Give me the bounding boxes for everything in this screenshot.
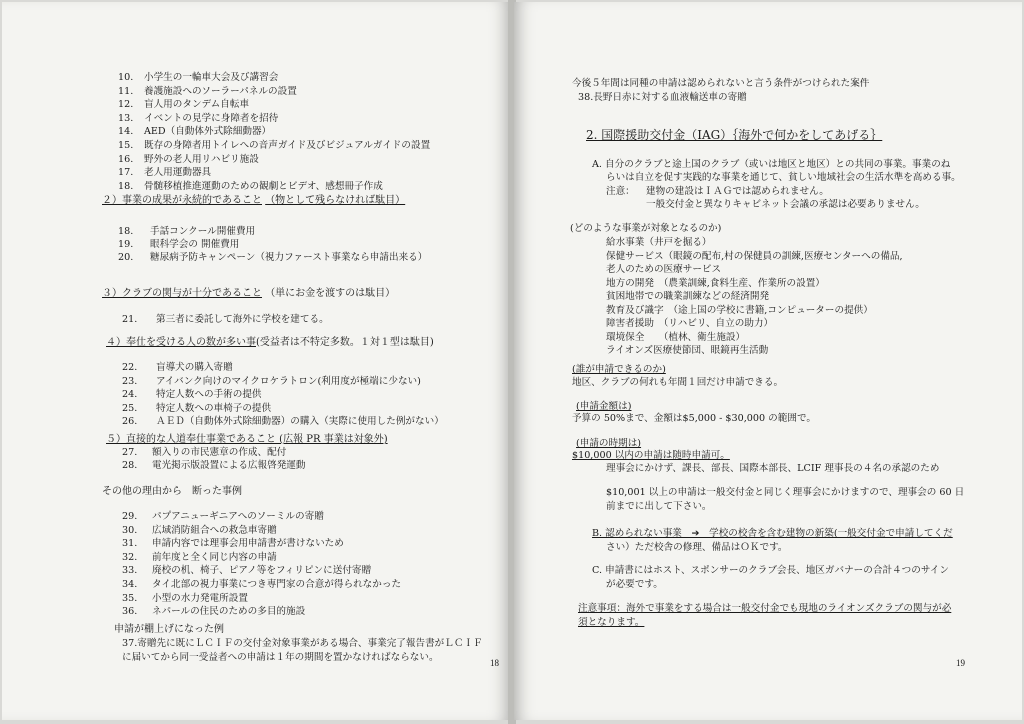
list-item-text: 老人用運動器具	[144, 167, 212, 179]
list-item-number: 24.	[122, 389, 138, 401]
page-number-right: 19	[956, 658, 965, 668]
list-item-number: 21.	[122, 314, 138, 325]
eligible-item: ライオンズ医療使節団、眼鏡再生活動	[606, 345, 769, 356]
list-item-number: 19.	[118, 239, 134, 250]
list-item-text: 糖尿病予防キャンペーン（視力ファースト事業なら申請出来る）	[150, 252, 428, 263]
eligible-item: 給水事業（井戸を掘る）	[606, 237, 712, 248]
list-item-text: AED（自動体外式除細動器）	[144, 126, 272, 138]
list-item-text: 野外の老人用リハビリ施設	[144, 153, 259, 165]
page-number-left: 18	[490, 658, 499, 668]
list-item-number: 16.	[118, 153, 134, 165]
list-item-text: 電光掲示版設置による広報啓発運動	[152, 460, 306, 471]
list-item-number: 23.	[122, 375, 138, 387]
list-item-text: アイバンク向けのマイクロケラトロン(利用度が極端に少ない)	[156, 375, 421, 387]
eligible-item: 老人のための医療サービス	[606, 264, 722, 275]
list-item-text: 前年度と全く同じ内容の申請	[152, 551, 277, 563]
shelved-text-line1: 37.寄贈先に既にＬＣＩＦの交付金対象事業がある場合、事業完了報告書がＬＣＩＦ	[122, 638, 483, 649]
item-38: 38.長野日赤に対する血液輸送車の寄贈	[578, 92, 747, 103]
list-item-number: 29.	[122, 511, 138, 522]
para-a-line1: A. 自分のクラブと途上国のクラブ（或いは地区と地区）との共同の事業。事業のね	[592, 159, 951, 170]
eligible-item: 地方の開発 （農業訓練,食料生産、作業所の設置）	[606, 277, 825, 289]
timing-line1: $10,000 以内の申請は随時申請可。	[572, 450, 730, 461]
list-item-text: 養護施設へのソーラーパネルの設置	[144, 85, 297, 97]
list-item-number: 12.	[118, 99, 134, 111]
heading-many-beneficiaries: ４）奉仕を受ける人の数が多い事(受益者は不特定多数。１対１型は駄目)	[106, 337, 434, 348]
list-item-text: タイ北部の視力事業につき専門家の合意が得られなかった	[152, 579, 402, 590]
list-item-text: 申請内容では理事会用申請書が書けないため	[152, 538, 344, 550]
timing-line3: $10,001 以上の申請は一般交付金と同じく理事会にかけますので、理事会の 60 日	[606, 487, 965, 498]
eligible-item: 保健サービス（眼鏡の配布,村の保健員の訓練,医療センターへの備品,	[606, 250, 903, 262]
left-page	[2, 2, 510, 720]
list-item-number: 28.	[122, 460, 138, 471]
list-item-number: 33.	[122, 565, 138, 577]
eligible-item: 障害者援助 （リハビリ、自立の助力）	[606, 318, 774, 329]
list-item-text: 眼科学会の 開催費用	[150, 239, 240, 250]
list-item-number: 27.	[122, 447, 138, 458]
eligible-heading: (どのような事業が対象となるのか)	[570, 223, 722, 234]
list-item-text: 廃校の机、椅子、ピアノ等をフィリピンに送付寄贈	[152, 565, 372, 577]
heading-club-involvement: ３）クラブの関与が十分であること （単にお金を渡すのは駄目）	[102, 288, 396, 299]
list-item-text: 小学生の一輪車大会及び講習会	[144, 72, 279, 83]
who-text: 地区、クラブの何れも年間１回だけ申請できる。	[572, 377, 784, 388]
list-item-text: ネパールの住民のための多目的施設	[152, 606, 306, 618]
amount-text: 予算の 50%まで、金額は$5,000 - $30,000 の範囲で。	[572, 413, 816, 424]
list-item-number: 18.	[118, 180, 134, 192]
heading-permanent-outcome: ２）事業の成果が永続的であること （物として残らなければ駄目）	[102, 195, 406, 206]
list-item-number: 22.	[122, 362, 138, 373]
top-condition-line: 今後５年間は同種の申請は認められないと言う条件がつけられた案件	[572, 78, 870, 89]
list-item-number: 35.	[122, 592, 138, 604]
list-item-number: 13.	[118, 112, 134, 124]
list-item-number: 20.	[118, 252, 134, 263]
timing-heading: (申請の時期は)	[576, 438, 642, 449]
list-item-text: 特定人数への手術の提供	[156, 389, 262, 401]
list-item-text: 盲人用のタンデム自転車	[144, 99, 250, 111]
list-item-text: 小型の水力発電所設置	[152, 592, 248, 604]
list-item-number: 25.	[122, 402, 138, 414]
list-item-number: 15.	[118, 140, 134, 151]
list-item-number: 34.	[122, 579, 138, 590]
eligible-item: 環境保全 （植林、衛生施設）	[606, 331, 746, 343]
caution-line2: 須となります。	[578, 617, 645, 628]
list-item-text: イベントの見学に身障者を招待	[144, 112, 279, 124]
list-item-text: 第三者に委託して海外に学校を建てる。	[156, 314, 329, 325]
list-item-number: 17.	[118, 167, 134, 179]
heading-direct-humanitarian: ５）直接的な人道奉仕事業であること (広報 PR 事業は対象外)	[106, 434, 388, 445]
timing-line4: 前までに出して下さい。	[606, 501, 712, 512]
list-item-text: 骨髄移植推進運動のための観劇とビデオ、感想冊子作成	[144, 180, 383, 192]
para-a-line2: らいは自立を促す実践的な事業を通じて、貧しい地域社会の生活水準を高める事。	[606, 172, 961, 183]
para-b-line1: B. 認められない事業 ➔ 学校の校舎を含む建物の新築(一般交付金で申請してくだ	[592, 528, 953, 539]
list-item-text: 手話コンクール開催費用	[150, 226, 256, 237]
list-item-text: 特定人数への車椅子の提供	[156, 402, 272, 414]
list-item-text: 既存の身障者用トイレへの音声ガイド及びビジュアルガイドの設置	[144, 140, 431, 151]
right-page	[514, 2, 1022, 720]
list-item-number: 14.	[118, 126, 134, 138]
caution-line1: 注意事項：海外で事業をする場合は一般交付金でも現地のライオンズクラブの関与が必	[578, 603, 952, 614]
list-item-number: 30.	[122, 524, 138, 536]
list-item-number: 10.	[118, 72, 134, 83]
list-item-number: 18.	[118, 226, 134, 237]
list-item-text: ＡＥＤ（自動体外式除細動器）の購入（実際に使用した例がない）	[156, 416, 444, 428]
list-item-number: 31.	[122, 538, 138, 550]
para-b-line2: さい）ただ校舎の修理、備品はＯＫです。	[606, 542, 788, 553]
para-c-line2: が必要です。	[606, 579, 663, 590]
amount-heading: (申請金額は)	[576, 401, 632, 412]
list-item-text: 広域消防組合への救急車寄贈	[152, 524, 277, 536]
para-c-line1: C. 申請書にはホスト、スポンサーのクラブ会長、地区ガバナーの合計４つのサイン	[592, 565, 949, 576]
list-item-text: パプアニューギニアへのソーミルの寄贈	[152, 511, 324, 522]
who-heading: (誰が申請できるのか)	[572, 364, 666, 375]
list-item-text: 額入りの市民憲章の作成、配付	[152, 447, 287, 458]
heading-other-reasons: その他の理由から 断った事例	[102, 486, 242, 497]
list-item-number: 26.	[122, 416, 138, 428]
list-item-number: 36.	[122, 606, 138, 618]
shelved-text-line2: に届いてから同一受益者への申請は１年の期間を置かなければならない。	[122, 652, 439, 663]
eligible-item: 貧困地帯での職業訓練などの経済開発	[606, 291, 770, 302]
note-line1: 建物の建設はＩＡＧでは認められません。	[646, 186, 829, 197]
timing-line2: 理事会にかけず、課長、部長、国際本部長、LCIF 理事長の４名の承認のため	[606, 463, 940, 474]
list-item-text: 盲導犬の購入寄贈	[156, 362, 233, 373]
list-item-number: 32.	[122, 551, 138, 563]
section-title-iag: 2. 国際援助交付金（IAG）｛海外で何かをしてあげる｝	[586, 128, 883, 142]
note-line2: 一般交付金と異なりキャビネット会議の承認は必要ありません。	[646, 199, 925, 210]
eligible-item: 教育及び識字 （途上国の学校に書籍,コンピューターの提供）	[606, 304, 873, 316]
heading-shelved: 申請が棚上げになった例	[114, 624, 224, 635]
list-item-number: 11.	[118, 85, 134, 97]
note-label: 注意：	[606, 186, 635, 197]
